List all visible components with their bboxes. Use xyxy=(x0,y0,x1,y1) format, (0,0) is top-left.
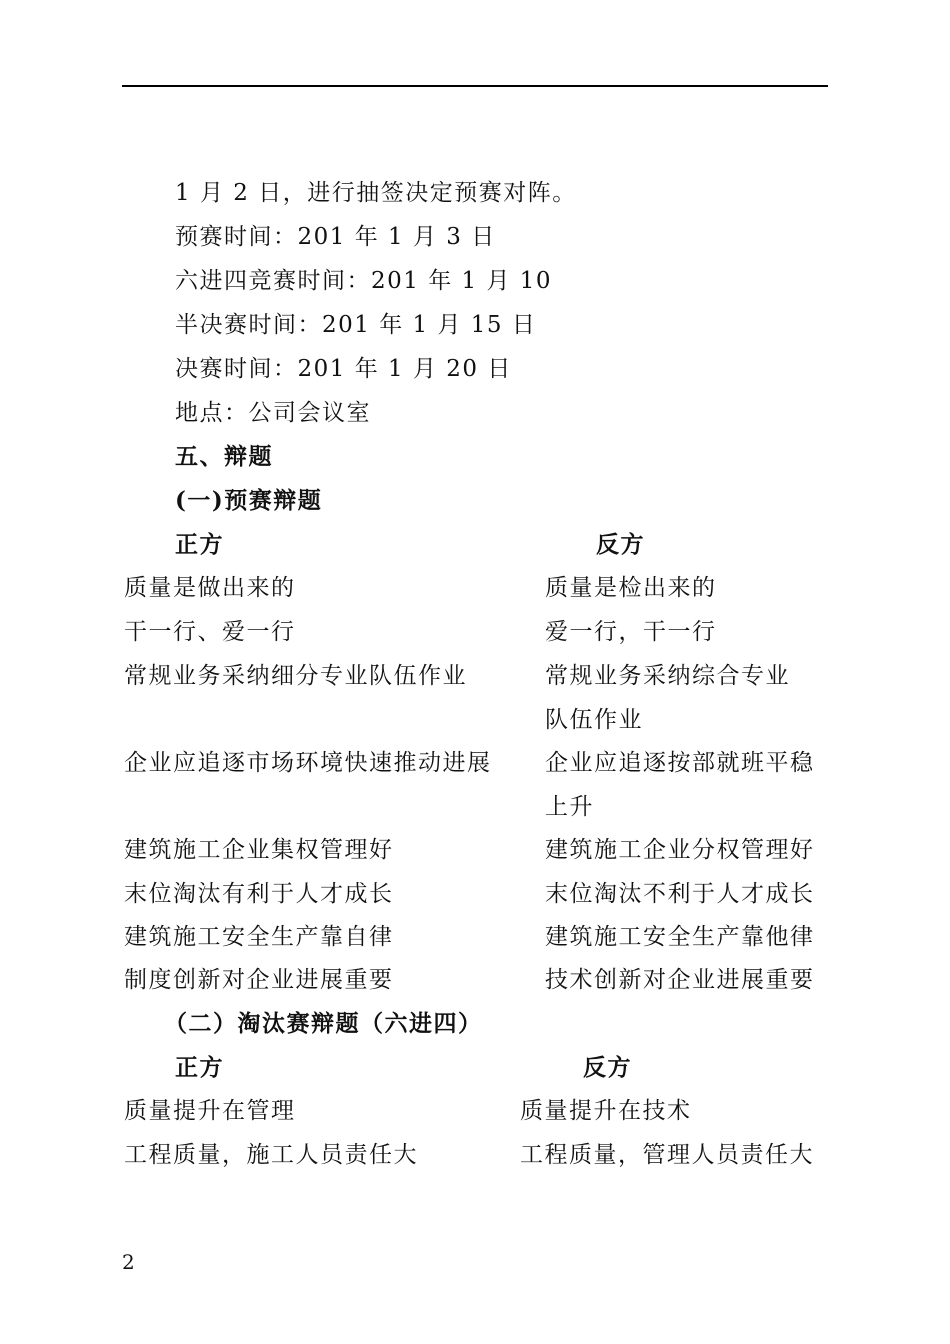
prelim-con-4: 企业应追逐按部就班平稳 xyxy=(545,750,815,776)
prelim-pro-7: 建筑施工安全生产靠自律 xyxy=(124,924,394,950)
prelim-pro-1: 质量是做出来的 xyxy=(124,575,296,601)
prelim-pro-4: 企业应追逐市场环境快速推动进展 xyxy=(124,750,492,776)
schedule-draw: 1 月 2 日，进行抽签决定预赛对阵。 xyxy=(175,180,577,206)
prelim-pro-2: 干一行、爱一行 xyxy=(124,619,296,645)
prelim-con-3-continued: 队伍作业 xyxy=(545,707,643,733)
prelim-pro-8: 制度创新对企业进展重要 xyxy=(124,967,394,993)
knockout-con-label: 反方 xyxy=(583,1054,632,1081)
subsection-heading-knockout: （二）淘汰赛辩题（六进四） xyxy=(164,1010,483,1037)
header-rule xyxy=(122,85,828,87)
prelim-pro-label: 正方 xyxy=(175,531,224,558)
prelim-con-3: 常规业务采纳综合专业 xyxy=(545,663,790,689)
knockout-pro-2: 工程质量，施工人员责任大 xyxy=(124,1142,418,1168)
prelim-con-2: 爱一行，干一行 xyxy=(545,619,717,645)
knockout-pro-label: 正方 xyxy=(175,1054,224,1081)
prelim-con-4-continued: 上升 xyxy=(545,794,594,820)
knockout-con-1: 质量提升在技术 xyxy=(520,1098,692,1124)
schedule-final-time: 决赛时间：201 年 1 月 20 日 xyxy=(175,356,512,382)
knockout-pro-1: 质量提升在管理 xyxy=(124,1098,296,1124)
schedule-prelim-time: 预赛时间：201 年 1 月 3 日 xyxy=(175,224,496,250)
prelim-con-label: 反方 xyxy=(596,531,645,558)
page-number: 2 xyxy=(122,1250,135,1274)
prelim-con-1: 质量是检出来的 xyxy=(545,575,717,601)
prelim-pro-6: 末位淘汰有利于人才成长 xyxy=(124,881,394,907)
prelim-con-6: 末位淘汰不利于人才成长 xyxy=(545,881,815,907)
schedule-semifinal-time: 半决赛时间：201 年 1 月 15 日 xyxy=(175,312,537,338)
schedule-location: 地点：公司会议室 xyxy=(175,400,371,426)
prelim-pro-3: 常规业务采纳细分专业队伍作业 xyxy=(124,663,467,689)
knockout-con-2: 工程质量，管理人员责任大 xyxy=(520,1142,814,1168)
section-heading-topics: 五、辩题 xyxy=(175,443,273,470)
prelim-pro-5: 建筑施工企业集权管理好 xyxy=(124,837,394,863)
schedule-six-four-time: 六进四竞赛时间：201 年 1 月 10 xyxy=(175,268,553,294)
prelim-con-7: 建筑施工安全生产靠他律 xyxy=(545,924,815,950)
subsection-heading-prelim: (一)预赛辩题 xyxy=(175,487,323,514)
prelim-con-5: 建筑施工企业分权管理好 xyxy=(545,837,815,863)
prelim-con-8: 技术创新对企业进展重要 xyxy=(545,967,815,993)
